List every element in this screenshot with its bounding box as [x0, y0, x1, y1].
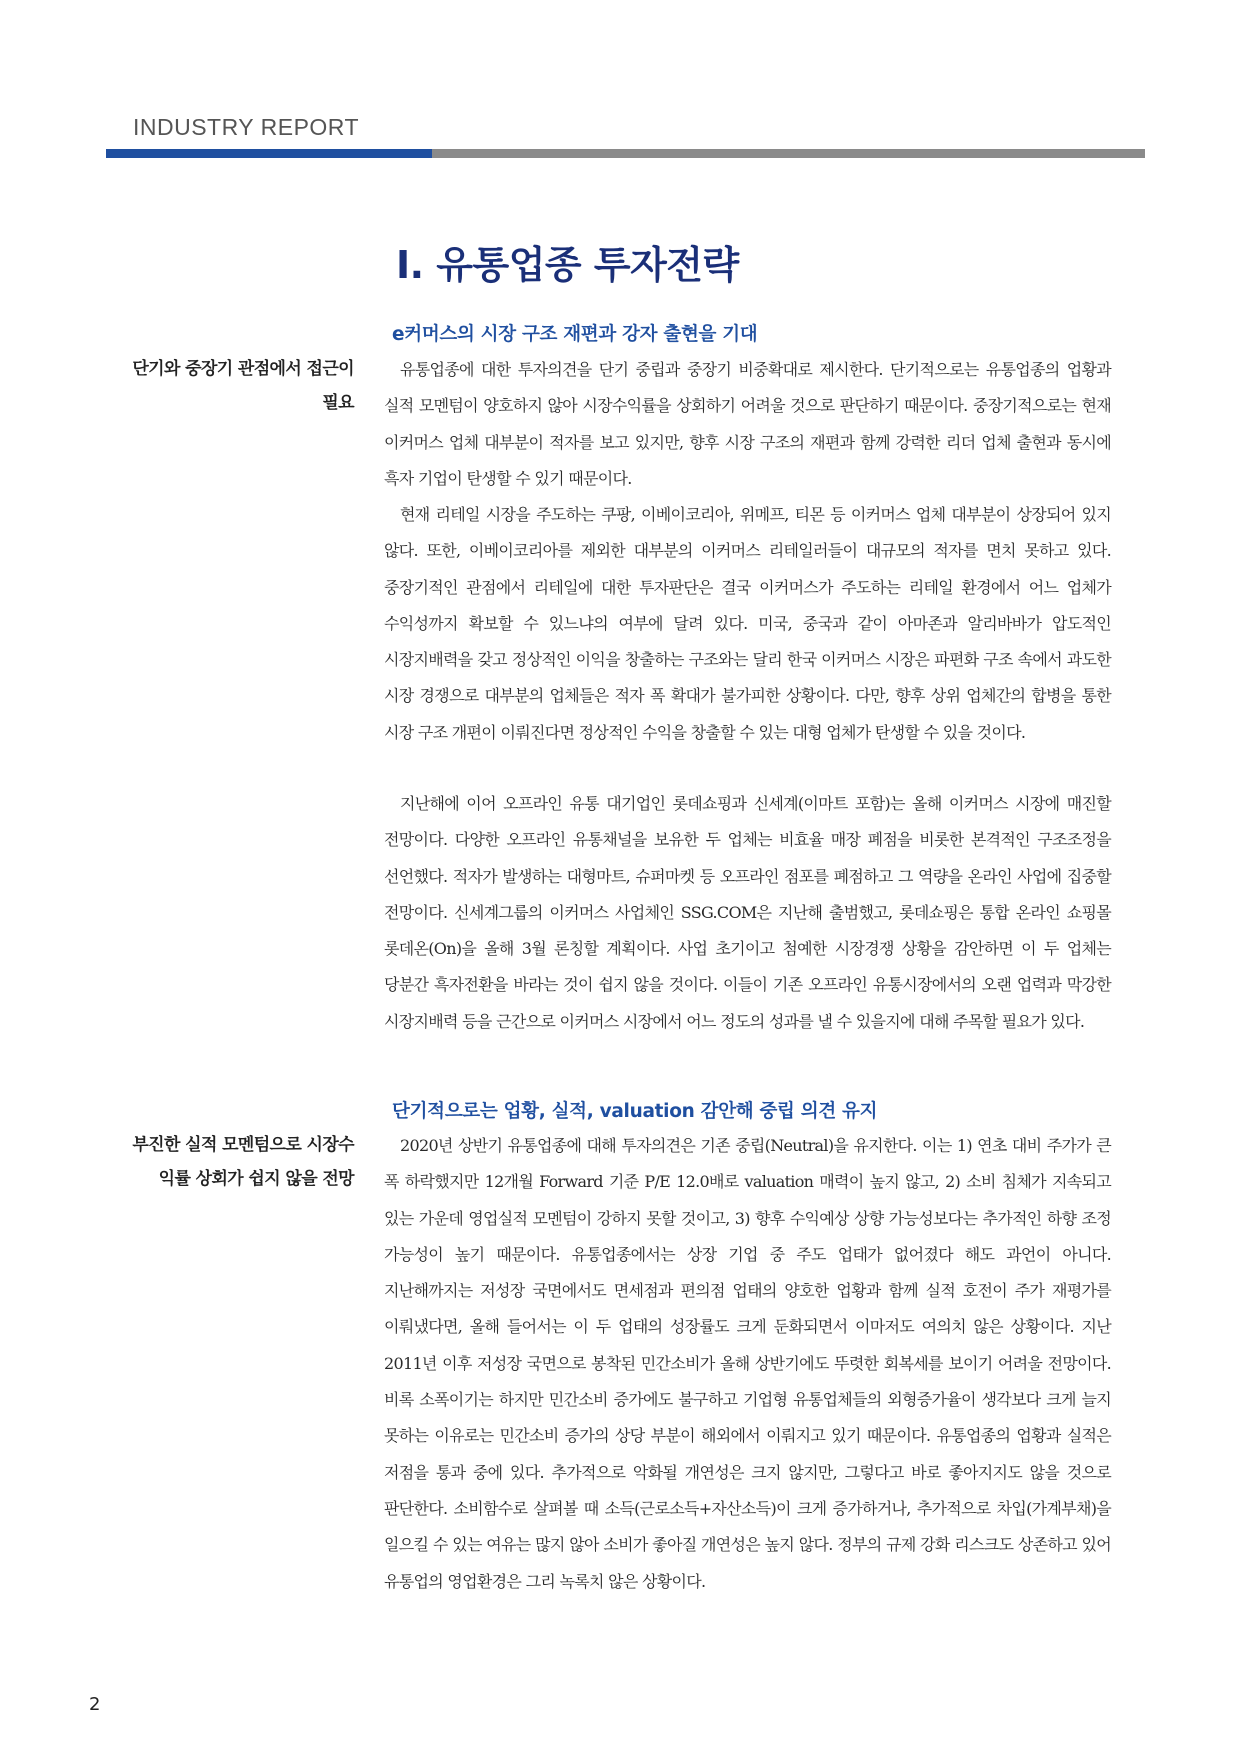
header-rule-accent — [106, 149, 432, 158]
page-title: Ⅰ. 유통업종 투자전략 — [396, 243, 739, 287]
side-note: 부진한 실적 모멘텀으로 시장수익률 상회가 쉽지 않을 전망 — [132, 1135, 354, 1189]
header-rule — [432, 149, 1145, 158]
body-paragraph: 현재 리테일 시장을 주도하는 쿠팡, 이베이코리아, 위메프, 티몬 등 이커머스 업체 대부분이 상장되어 있지 않다. 또한, 이베이코리아를 제외한 대부분의 이커머스 리테일러들이 대규모의 적자를 면치 못하고 있다. 중장기적인 관점에서 리테일에 대한 투자판단은 결국 이커머스가 주도하는 리테일 환경에서 어느 업체가 수익성까지 확보할 수 있느냐의 여부에 달려 있다. 미국, 중국과 같이 아마존과 알리바바가 압도적인 시장지배력을 갖고 정상적인 이익을 창출하는 구조와는 달리 한국 이커머스 시장은 파편화 구조 속에서 과도한 시장 경쟁으로 대부분의 업체들은 적자 폭 확대가 불가피한 상황이다. 다만, 향후 상위 업체간의 합병을 통한 시장 구조 개편이 이뤄진다면 정상적인 수익을 창출할 수 있는 대형 업체가 탄생할 수 있을 것이다. — [384, 505, 1111, 742]
page-number: 2 — [89, 1694, 101, 1715]
body-paragraph: 2020년 상반기 유통업종에 대해 투자의견은 기존 중립(Neutral)을 유지한다. 이는 1) 연초 대비 주가가 큰 폭 하락했지만 12개월 Forward 기준 P/E 12.0배로 valuation 매력이 높지 않고, 2) 소비 침체가 지속되고 있는 가운데 영업실적 모멘텀이 강하지 못할 것이고, 3) 향후 수익예상 상향 가능성보다는 추가적인 하향 조정 가능성이 높기 때문이다. 유통업종에서는 상장 기업 중 주도 업태가 없어졌다 해도 과언이 아니다. 지난해까지는 저성장 국면에서도 면세점과 편의점 업태의 양호한 업황과 함께 실적 호전이 주가 재평가를 이뤄냈다면, 올해 들어서는 이 두 업태의 성장률도 크게 둔화되면서 이마저도 여의치 않은 상황이다. 지난 2011년 이후 저성장 국면으로 봉착된 민간소비가 올해 상반기에도 뚜렷한 회복세를 보이기 어려울 전망이다. 비록 소폭이기는 하지만 민간소비 증가에도 불구하고 기업형 유통업체들의 외형증가율이 생각보다 크게 늘지 못하는 이유로는 민간소비 증가의 상당 부분이 해외에서 이뤄지고 있기 때문이다. 유통업종의 업황과 실적은 저점을 통과 중에 있다. 추가적으로 악화될 개연성은 크지 않지만, 그렇다고 바로 좋아지지도 않을 것으로 판단한다. 소비함수로 살펴볼 때 소득(근로소득+자산소득)이 크게 증가하거나, 추가적으로 차입(가계부채)을 일으킬 수 있는 여유는 많지 않아 소비가 좋아질 개연성은 높지 않다. 정부의 규제 강화 리스크도 상존하고 있어 유통업의 영업환경은 그리 녹록치 않은 상황이다. — [384, 1136, 1111, 1591]
body-paragraph: 지난해에 이어 오프라인 유통 대기업인 롯데쇼핑과 신세계(이마트 포함)는 올해 이커머스 시장에 매진할 전망이다. 다양한 오프라인 유통채널을 보유한 두 업체는 비효율 매장 폐점을 비롯한 본격적인 구조조정을 선언했다. 적자가 발생하는 대형마트, 슈퍼마켓 등 오프라인 점포를 폐점하고 그 역량을 온라인 사업에 집중할 전망이다. 신세계그룹의 이커머스 사업체인 SSG.COM은 지난해 출범했고, 롯데쇼핑은 통합 온라인 쇼핑몰 롯데온(On)을 올해 3월 론칭할 계획이다. 사업 초기이고 첨예한 시장경쟁 상황을 감안하면 이 두 업체는 당분간 흑자전환을 바라는 것이 쉽지 않을 것이다. 이들이 기존 오프라인 유통시장에서의 오랜 업력과 막강한 시장지배력 등을 근간으로 이커머스 시장에서 어느 정도의 성과를 낼 수 있을지에 대해 주목할 필요가 있다. — [384, 794, 1111, 1031]
section-heading: 단기적으로는 업황, 실적, valuation 감안해 중립 의견 유지 — [392, 1101, 878, 1122]
body-paragraph: 유통업종에 대한 투자의견을 단기 중립과 중장기 비중확대로 제시한다. 단기적으로는 유통업종의 업황과 실적 모멘텀이 양호하지 않아 시장수익률을 상회하기 어려울 것으로 판단하기 때문이다. 중장기적으로는 현재 이커머스 업체 대부분이 적자를 보고 있지만, 향후 시장 구조의 재편과 함께 강력한 리더 업체 출현과 동시에 흑자 기업이 탄생할 수 있기 때문이다. — [384, 360, 1111, 488]
report-header-label: INDUSTRY REPORT — [133, 114, 360, 140]
side-note: 단기와 중장기 관점에서 접근이 필요 — [132, 359, 354, 413]
section-heading: e커머스의 시장 구조 재편과 강자 출현을 기대 — [392, 324, 758, 345]
